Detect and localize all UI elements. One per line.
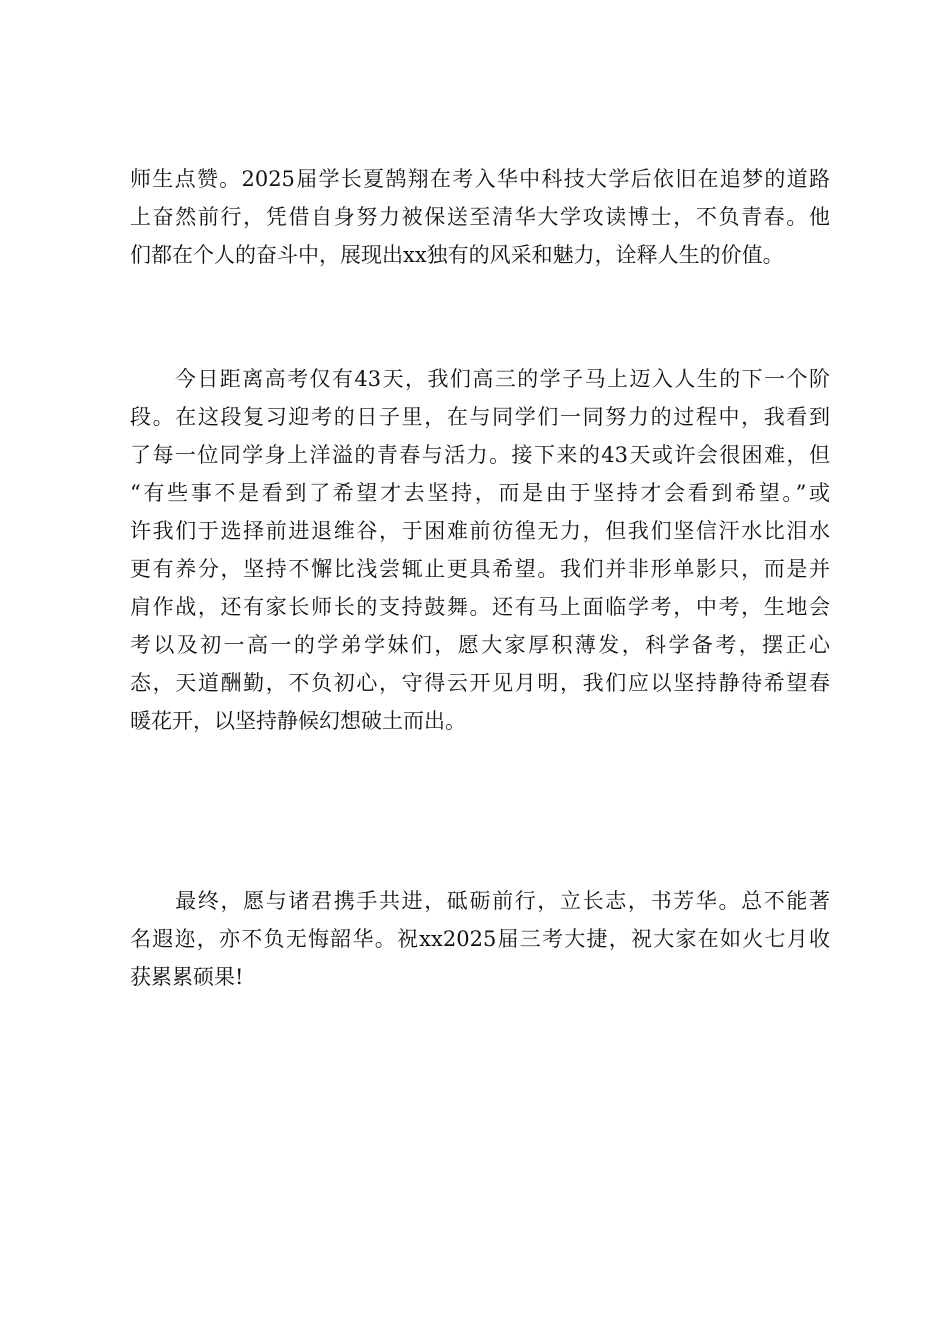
paragraph-line: 更有养分，坚持不懈比浅尝辄止更具希望。我们并非形单影只，而是并 — [130, 557, 830, 581]
paragraph-line: 们都在个人的奋斗中，展现出xx独有的风采和魅力，诠释人生的价值。 — [130, 243, 784, 267]
paragraph-2 — [130, 360, 830, 740]
paragraph-line: 许我们于选择前进退维谷，于困难前彷徨无力，但我们坚信汗水比泪水 — [130, 519, 830, 543]
paragraph-line: 师生点赞。2025届学长夏鹄翔在考入华中科技大学后依旧在追梦的道路 — [130, 167, 830, 191]
paragraph-1 — [130, 160, 830, 274]
paragraph-line: 态，天道酬勤，不负初心，守得云开见月明，我们应以坚持静待希望春 — [130, 671, 830, 695]
paragraph-line: 获累累硕果! — [130, 965, 244, 989]
paragraph-line: 今日距离高考仅有43天，我们高三的学子马上迈入人生的下一个阶 — [130, 367, 830, 391]
paragraph-line: 段。在这段复习迎考的日子里，在与同学们一同努力的过程中，我看到 — [130, 405, 830, 429]
paragraph-line: “有些事不是看到了希望才去坚持，而是由于坚持才会看到希望。”或 — [130, 481, 830, 505]
paragraph-line: 了每一位同学身上洋溢的青春与活力。接下来的43天或许会很困难，但 — [130, 443, 830, 467]
paragraph-line: 名遐迩，亦不负无悔韶华。祝xx2025届三考大捷，祝大家在如火七月收 — [130, 927, 830, 951]
paragraph-3 — [130, 882, 830, 996]
paragraph-line: 肩作战，还有家长师长的支持鼓舞。还有马上面临学考，中考，生地会 — [130, 595, 830, 619]
paragraph-line: 上奋然前行，凭借自身努力被保送至清华大学攻读博士，不负青春。他 — [130, 205, 830, 229]
paragraph-line: 考以及初一高一的学弟学妹们，愿大家厚积薄发，科学备考，摆正心 — [130, 633, 830, 657]
paragraph-line: 暖花开，以坚持静候幻想破土而出。 — [130, 709, 466, 733]
paragraph-line: 最终，愿与诸君携手共进，砥砺前行，立长志，书芳华。总不能著 — [130, 889, 830, 913]
